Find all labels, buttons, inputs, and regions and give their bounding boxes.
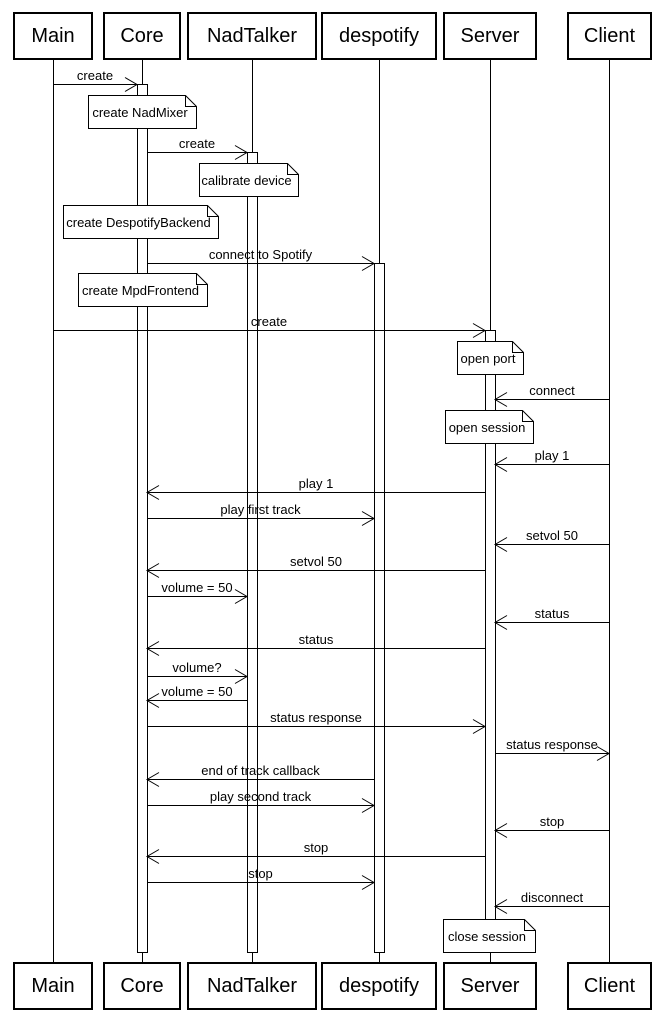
participant-label: Server	[460, 24, 520, 47]
message-label-play-1: play 1	[298, 476, 334, 491]
participant-bottom-main	[13, 962, 93, 1010]
participant-top-main	[13, 12, 93, 60]
participant-bottom-server	[443, 962, 537, 1010]
participant-label: despotify	[338, 974, 420, 997]
message-label-stop: stop	[539, 814, 565, 829]
participant-label: NadTalker	[206, 974, 298, 997]
participant-label: Client	[583, 974, 636, 997]
note-text-close-session: close session	[447, 928, 527, 944]
participant-label: Core	[120, 974, 164, 997]
message-label-setvol-50: setvol 50	[525, 528, 579, 543]
message-label-status-response: status response	[270, 710, 362, 725]
note-text-open-session: open session	[448, 419, 526, 435]
message-label-status: status	[298, 632, 334, 647]
message-label-volume-50: volume = 50	[161, 684, 233, 699]
message-label-status: status	[534, 606, 570, 621]
participant-bottom-nadtalker	[187, 962, 317, 1010]
participant-top-core	[103, 12, 181, 60]
message-label-end-of-track-callback: end of track callback	[201, 763, 320, 778]
participant-label: Client	[583, 24, 636, 47]
participant-bottom-client	[567, 962, 652, 1010]
message-label-volume: volume?	[172, 660, 222, 675]
message-label-play-first-track: play first track	[220, 502, 301, 517]
participant-bottom-despotify	[321, 962, 437, 1010]
message-label-status-response: status response	[506, 737, 598, 752]
note-text-create-despotifybackend: create DespotifyBackend	[66, 214, 211, 230]
message-label-create: create	[178, 136, 216, 151]
message-label-play-1: play 1	[534, 448, 570, 463]
message-label-setvol-50: setvol 50	[289, 554, 343, 569]
participant-label: Main	[31, 24, 75, 47]
message-label-create: create	[250, 314, 288, 329]
participant-top-despotify	[321, 12, 437, 60]
note-text-create-mpdfrontend: create MpdFrontend	[81, 282, 200, 298]
participant-label: NadTalker	[206, 24, 298, 47]
participant-top-client	[567, 12, 652, 60]
note-text-create-nadmixer: create NadMixer	[92, 104, 188, 120]
message-label-play-second-track: play second track	[209, 789, 312, 804]
message-label-create: create	[76, 68, 114, 83]
note-text-calibrate-device: calibrate device	[201, 172, 292, 188]
participant-bottom-core	[103, 962, 181, 1010]
message-label-connect: connect	[529, 383, 575, 398]
participant-top-server	[443, 12, 537, 60]
note-text-open-port: open port	[460, 350, 516, 366]
message-label-volume-50: volume = 50	[161, 580, 233, 595]
message-label-stop: stop	[248, 866, 273, 881]
message-label-disconnect: disconnect	[520, 890, 584, 905]
message-label-connect-to-spotify: connect to Spotify	[208, 247, 313, 262]
participant-label: Server	[460, 974, 520, 997]
message-label-stop: stop	[303, 840, 329, 855]
participant-label: Core	[120, 24, 164, 47]
participant-label: Main	[31, 974, 75, 997]
participant-top-nadtalker	[187, 12, 317, 60]
participant-label: despotify	[338, 24, 420, 47]
